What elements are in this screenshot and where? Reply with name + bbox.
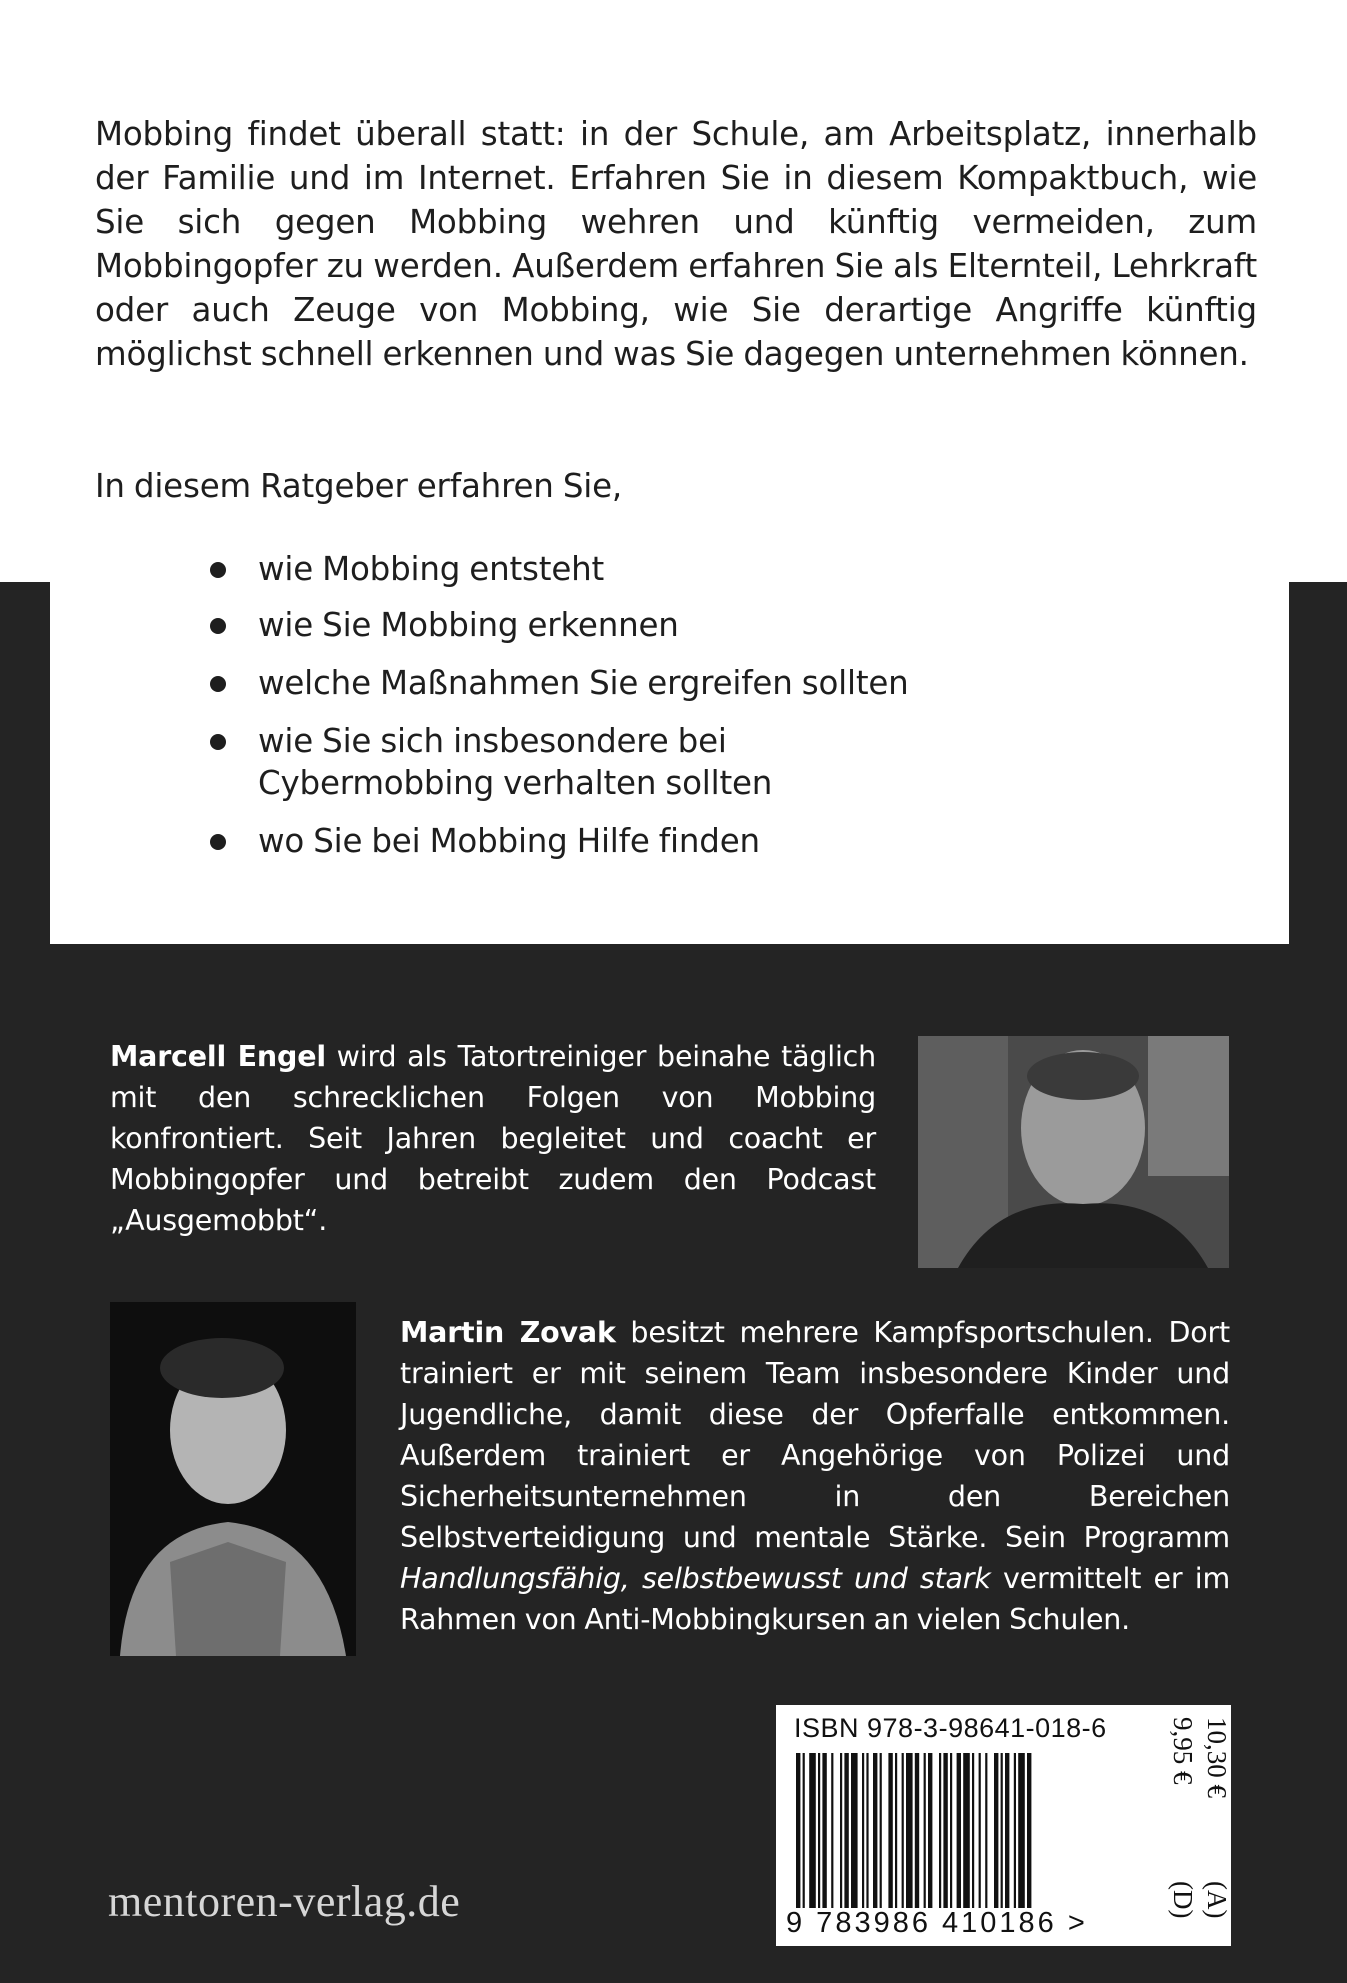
barcode-bar — [1014, 1753, 1016, 1908]
barcode-bar — [994, 1753, 998, 1908]
barcode-bar — [906, 1753, 913, 1908]
price-block — [1136, 1705, 1231, 1946]
barcode-bar — [844, 1753, 848, 1908]
author2-portrait-icon — [110, 1302, 356, 1656]
barcode-bar — [979, 1753, 981, 1908]
author2-bio-text-1: besitzt mehrere Kampfsportschulen. Dort trainiert er mit seinem Team insbesondere Kinder und Jugendliche, damit diese der Opferfalle entkommen. Außerdem trainiert er Angehörige von Polizei und Sicherheitsunternehmen in den Bereichen Selbstverteidigung und mentale Stärke. Sein Programm — [400, 1316, 1230, 1554]
isbn-barcode-box — [776, 1705, 1231, 1946]
bullet-list — [210, 548, 1110, 862]
barcode-bar — [1005, 1753, 1009, 1908]
author2-program-title: Handlungsfähig, selbstbewusst und stark — [400, 1562, 991, 1595]
isbn-number: ISBN 978-3-98641-018-6 — [794, 1713, 1107, 1743]
barcode-bar — [796, 1753, 800, 1908]
bullet-dot-icon — [210, 834, 226, 850]
barcode-bar — [972, 1753, 974, 1908]
price-de: 9,95 € — [1168, 1717, 1198, 1785]
author2-bio-text-2: vermittelt er im Rahmen von Anti-Mobbingkursen an vielen Schulen. — [400, 1562, 1231, 1636]
barcode-bar — [873, 1753, 877, 1908]
bullet-dot-icon — [210, 734, 226, 750]
bullet-text: wie Sie Mobbing erkennen — [258, 606, 679, 644]
barcode-bar — [895, 1753, 897, 1908]
barcode-bar — [924, 1753, 926, 1908]
barcode-bar — [939, 1753, 941, 1908]
bullet-text: wo Sie bei Mobbing Hilfe finden — [258, 822, 760, 860]
barcode-bar — [803, 1753, 805, 1908]
bullet-text: wie Mobbing entsteht — [258, 550, 605, 588]
author2-photo — [110, 1302, 356, 1656]
bullet-item — [210, 820, 1110, 862]
author1-name: Marcell Engel — [110, 1040, 326, 1073]
price-at: 10,30 € — [1202, 1717, 1232, 1798]
barcode-icon — [796, 1753, 1138, 1908]
barcode-bar — [902, 1753, 904, 1908]
list-intro: In diesem Ratgeber erfahren Sie, — [95, 467, 623, 505]
barcode-digits: 9 783986 410186 > — [786, 1907, 1088, 1939]
barcode-bar — [831, 1753, 833, 1908]
barcode-bar — [880, 1753, 882, 1908]
bullet-item — [210, 662, 1110, 704]
barcode-bar — [1001, 1753, 1003, 1908]
author1-bio-text: wird als Tatortreiniger beinahe täglich mit den schrecklichen Folgen von Mobbing konfrontiert. Seit Jahren begleitet und coacht er Mobbingopfer und betreibt zudem den Podcast „Ausgemobbt“. — [110, 1040, 876, 1237]
publisher-url: mentoren-verlag.de — [108, 1877, 461, 1926]
barcode-bar — [943, 1753, 947, 1908]
barcode-bar — [862, 1753, 864, 1908]
barcode-bar — [809, 1753, 816, 1908]
barcode-bar — [888, 1753, 892, 1908]
barcode-bar — [822, 1753, 826, 1908]
bullet-text: welche Maßnahmen Sie ergreifen sollten — [258, 664, 909, 702]
author2-bio — [400, 1312, 1230, 1640]
barcode-bar — [851, 1753, 858, 1908]
bullet-dot-icon — [210, 562, 226, 578]
barcode-bar — [985, 1753, 987, 1908]
barcode-bar — [1018, 1753, 1025, 1908]
bullet-text: wie Sie sich insbesondere bei Cybermobbing verhalten sollten — [258, 722, 773, 802]
barcode-bar — [963, 1753, 970, 1908]
barcode-bar — [915, 1753, 919, 1908]
barcode-bar — [928, 1753, 932, 1908]
author1-portrait-icon — [918, 1036, 1229, 1268]
intro-paragraph: Mobbing findet überall statt: in der Schule, am Arbeitsplatz, innerhalb der Familie und im Internet. Erfahren Sie in diesem Kompaktbuch, wie Sie sich gegen Mobbing wehren und künftig vermeiden, zum Mobbingopfer zu werden. Außerdem erfahren Sie als Elternteil, Lehrkraft oder auch Zeuge von Mobbing, wie Sie derartige Angriffe künftig möglichst schnell erkennen und was Sie dagegen unternehmen können. — [95, 115, 1257, 373]
country-at: (A) — [1202, 1881, 1232, 1919]
author1-bio — [110, 1036, 876, 1241]
country-de: (D) — [1168, 1881, 1198, 1919]
barcode-bar — [950, 1753, 952, 1908]
bullet-item — [210, 720, 878, 804]
barcode-bar — [1027, 1753, 1031, 1908]
author2-name: Martin Zovak — [400, 1316, 616, 1349]
barcode-bar — [866, 1753, 868, 1908]
barcode-bar — [957, 1753, 961, 1908]
bullet-dot-icon — [210, 618, 226, 634]
bullet-item — [210, 548, 1110, 590]
barcode-bar — [818, 1753, 820, 1908]
author1-photo — [918, 1036, 1229, 1268]
bullet-item — [210, 604, 1110, 646]
barcode-bar — [840, 1753, 842, 1908]
bullet-dot-icon — [210, 676, 226, 692]
